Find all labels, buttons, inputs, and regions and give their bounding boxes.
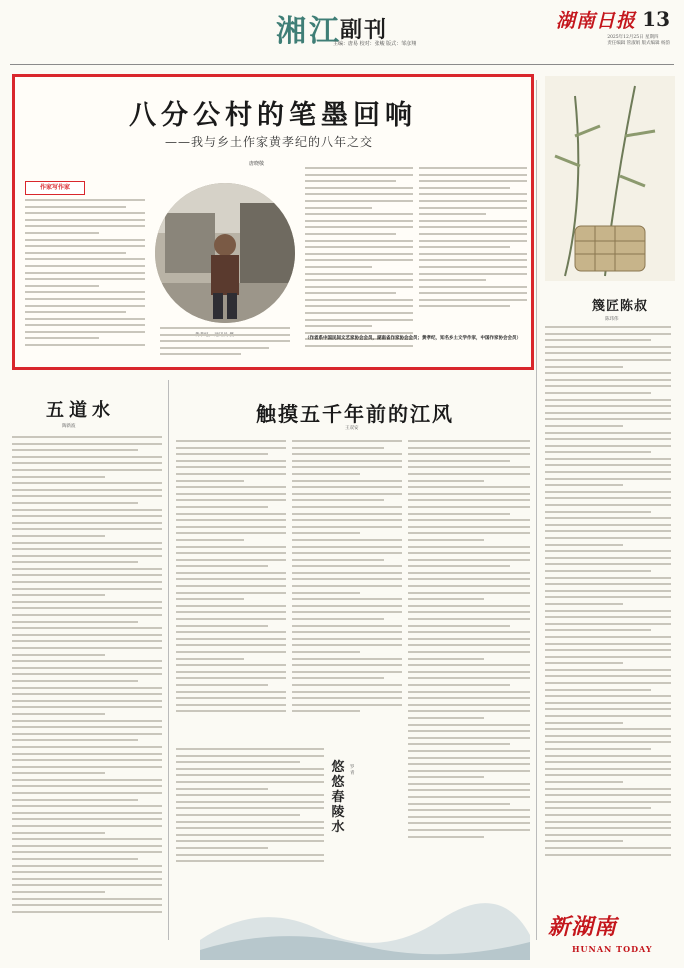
feature-byline: 唐晓敬 <box>249 161 265 167</box>
ink-wash-decoration <box>200 880 530 960</box>
header-rule <box>10 64 674 65</box>
column-divider <box>168 380 169 940</box>
jiangfeng-article-author: 王双安 <box>345 426 359 431</box>
feature-body-col-3 <box>305 167 413 363</box>
feature-headline[interactable]: 八分公村的笔墨回响 <box>129 100 417 131</box>
page-number: 13 <box>642 7 670 31</box>
newspaper-masthead: 湖南日报 <box>555 10 636 32</box>
author-photo <box>155 183 295 323</box>
column-tag: 作家写作家 <box>25 181 85 195</box>
youyou-article-author: 罗青 <box>350 765 355 776</box>
section-name: 副刊 <box>340 17 389 43</box>
issue-date: 2025年12月25日 星期四 <box>607 35 659 40</box>
watermark-logo-en: HUNAN TODAY <box>572 944 653 954</box>
youyou-body-col-1 <box>176 748 324 878</box>
watermark-logo: 新湖南 <box>548 914 618 940</box>
wudao-article-author: 陶新波 <box>62 424 76 429</box>
featured-article[interactable] <box>12 74 534 370</box>
right-article-title[interactable]: 篾匠陈叔 <box>592 299 649 314</box>
wudao-article-body <box>12 436 162 936</box>
bamboo-illustration <box>545 76 675 281</box>
page-editors: 责任编辑 管淑娟 版式编辑 杨韵 <box>607 41 670 46</box>
column-divider <box>536 80 537 940</box>
wudao-article-title[interactable]: 五道水 <box>46 400 115 421</box>
jiangfeng-article-title[interactable]: 触摸五千年前的江风 <box>256 402 454 426</box>
feature-body-col-4 <box>419 167 527 327</box>
editor-credits: 主编：唐易 校对：张峻 版式：邹彦翔 <box>333 41 417 47</box>
jiangfeng-body-col-1 <box>176 440 286 740</box>
jiangfeng-body-col-2 <box>292 440 402 740</box>
section-logo-text: 湘江 <box>276 14 342 49</box>
right-article-body <box>545 326 671 898</box>
feature-body-col-1 <box>25 199 145 359</box>
right-article-author: 陈玮伟 <box>605 317 619 322</box>
author-note: （作者系中国民间文艺家协会会员，湖南省作家协会会员；黄孝纪，知名乡土文学作家，中国作家协会会员） <box>305 336 521 341</box>
date-line <box>607 34 670 46</box>
youyou-article-title[interactable]: 悠悠春陵水 <box>331 760 345 835</box>
feature-body-col-2b <box>160 327 290 363</box>
jiangfeng-body-col-3 <box>408 440 530 880</box>
feature-subheadline: ——我与乡土作家黄孝纪的八年之交 <box>165 135 374 149</box>
